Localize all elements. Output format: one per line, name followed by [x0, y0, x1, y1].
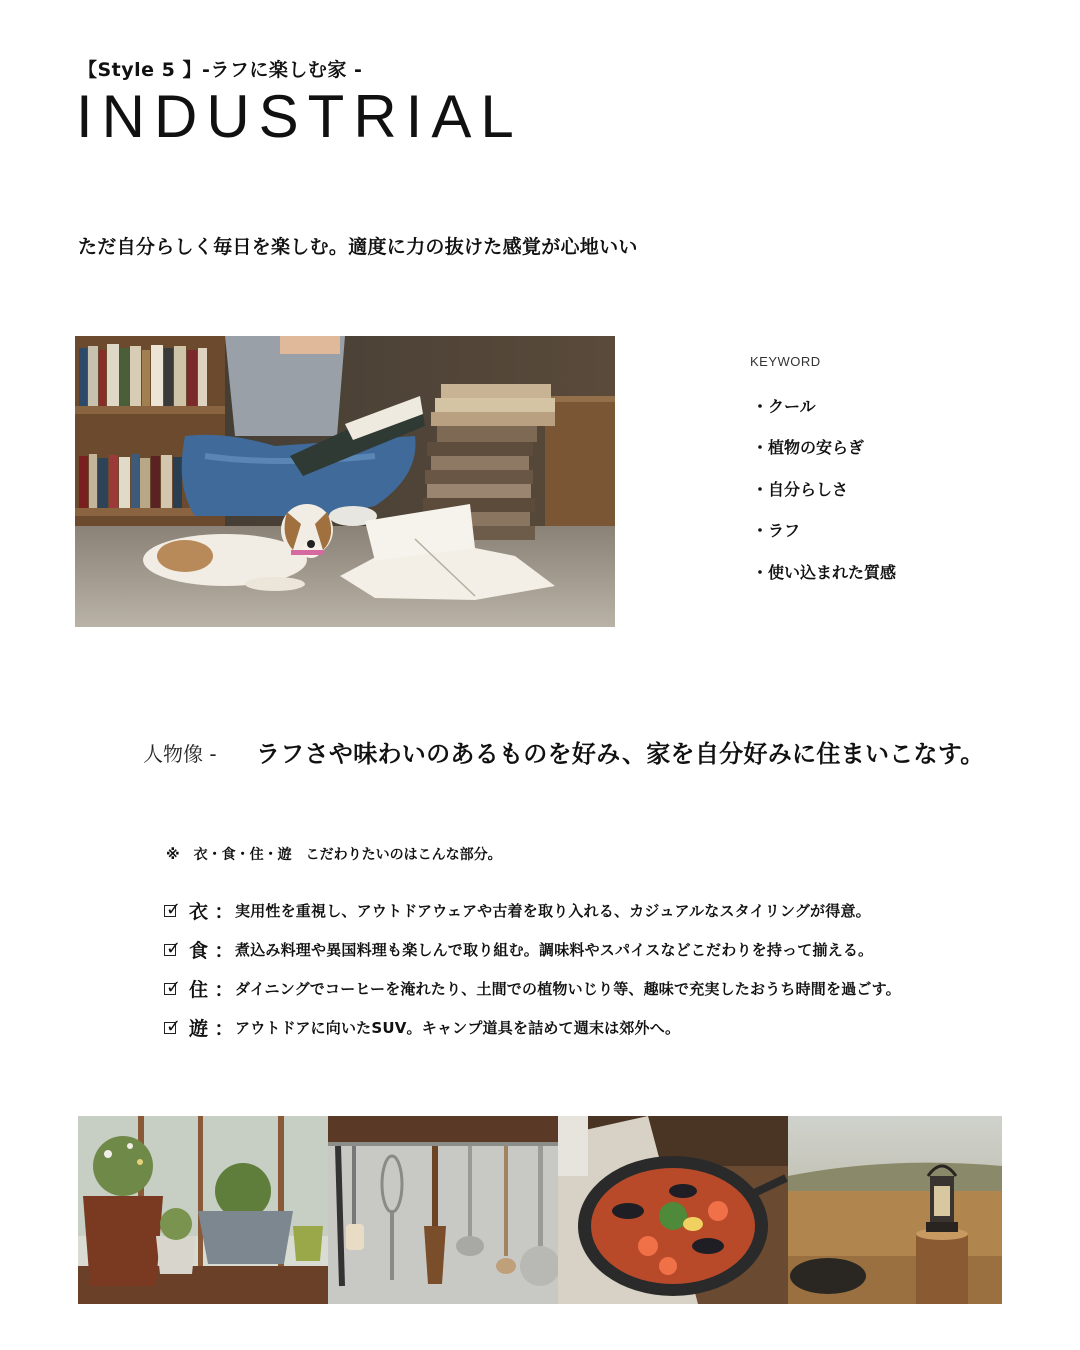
photo-paella-pan [558, 1116, 788, 1304]
keyword-item: ・クール [752, 397, 816, 416]
detail-category: 衣 [189, 900, 209, 923]
detail-text: 煮込み料理や異国料理も楽しんで取り組む。調味料やスパイスなどこだわりを持って揃える。 [235, 940, 874, 959]
detail-colon: ： [214, 1017, 234, 1040]
photo-potted-plants [78, 1116, 328, 1304]
detail-colon: ： [214, 939, 234, 962]
detail-colon: ： [214, 978, 234, 1001]
detail-row-housing [163, 974, 901, 1002]
checkbox-checked-icon: ✓ [166, 899, 182, 920]
hero-photo-illustration [75, 336, 615, 627]
detail-row-leisure [163, 1013, 680, 1041]
keyword-item: ・自分らしさ [752, 480, 849, 499]
style-subtitle: 【Style 5 】-ラフに楽しむ家 - [78, 59, 363, 81]
style-title: INDUSTRIAL [76, 83, 523, 150]
lifestyle-note: ※ 衣・食・住・遊 こだわりたいのはこんな部分。 [166, 847, 502, 863]
checkbox-checked-icon: ✓ [166, 977, 182, 998]
photo-camping-lantern [788, 1116, 1002, 1304]
detail-text: ダイニングでコーヒーを淹れたり、土間での植物いじり等、趣味で充実したおうち時間を過ごす。 [235, 979, 901, 998]
keyword-item: ・植物の安らぎ [752, 438, 865, 457]
detail-text: 実用性を重視し、アウトドアウェアや古着を取り入れる、カジュアルなスタイリングが得意。 [235, 901, 871, 920]
checkbox-checked-icon: ✓ [166, 938, 182, 959]
persona-description: ラフさや味わいのあるものを好み、家を自分好みに住まいこなす。 [256, 740, 985, 768]
keyword-item: ・ラフ [752, 521, 801, 540]
detail-text: アウトドアに向いたSUV。キャンプ道具を詰めて週末は郊外へ。 [235, 1018, 681, 1037]
detail-category: 住 [189, 978, 209, 1001]
detail-category: 食 [189, 939, 209, 962]
keyword-item: ・使い込まれた質感 [752, 563, 897, 582]
tagline: ただ自分らしく毎日を楽しむ。適度に力の抜けた感覚が心地いい [78, 236, 638, 258]
detail-row-food [163, 935, 873, 963]
checkbox-checked-icon: ✓ [166, 1016, 182, 1037]
detail-category: 遊 [189, 1017, 209, 1040]
persona-label: 人物像 - [143, 742, 217, 766]
detail-row-clothing [163, 896, 871, 924]
hero-photo-man-reading-with-dog [75, 336, 615, 627]
detail-colon: ： [214, 900, 234, 923]
keyword-heading: KEYWORD [750, 354, 821, 369]
photo-strip [78, 1116, 1002, 1304]
photo-hanging-kitchen-tools [328, 1116, 558, 1304]
